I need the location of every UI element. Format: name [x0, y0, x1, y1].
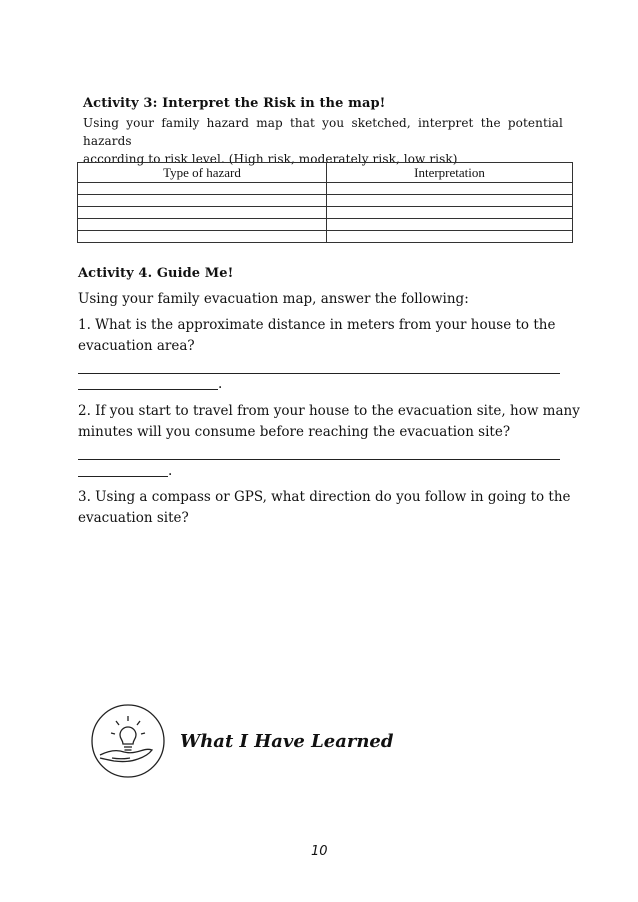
activity4-intro: Using your family evacuation map, answer the following: [78, 291, 469, 307]
section-title: What I Have Learned [180, 731, 394, 752]
table-cell[interactable] [78, 183, 327, 195]
hazard-table-header [78, 163, 573, 183]
table-cell[interactable] [78, 219, 327, 231]
table-row [78, 207, 573, 219]
table-row [78, 183, 573, 195]
activity3-title: Activity 3: Interpret the Risk in the map! [83, 96, 386, 111]
activity3-instructions-line1: Using your family hazard map that you sketched, interpret the potential hazards [83, 116, 563, 148]
answer-2-line-short[interactable] [78, 476, 168, 477]
table-row [78, 219, 573, 231]
hazard-type-header: Type of hazard [78, 163, 327, 183]
answer-2-end: . [168, 463, 173, 479]
answer-2-line[interactable] [78, 459, 560, 460]
page-number: 10 [311, 844, 328, 859]
activity4-title: Activity 4. Guide Me! [78, 266, 234, 281]
table-cell[interactable] [327, 231, 573, 243]
interpretation-header: Interpretation [327, 163, 573, 183]
table-cell[interactable] [327, 207, 573, 219]
question-1-line1: 1. What is the approximate distance in meters from your house to the [78, 317, 556, 333]
question-3-line2: evacuation site? [78, 510, 189, 526]
table-cell[interactable] [78, 207, 327, 219]
table-cell[interactable] [327, 195, 573, 207]
question-3 [78, 487, 571, 529]
answer-1-line-short[interactable] [78, 389, 218, 390]
question-1 [78, 315, 555, 357]
answer-1-end: . [218, 376, 223, 392]
hazard-table [77, 162, 573, 243]
lightbulb-hand-icon [90, 703, 166, 779]
table-cell[interactable] [78, 195, 327, 207]
table-cell[interactable] [327, 219, 573, 231]
question-2 [78, 401, 580, 443]
activity3-instructions [83, 114, 563, 168]
table-cell[interactable] [78, 231, 327, 243]
table-cell[interactable] [327, 183, 573, 195]
table-row [78, 231, 573, 243]
question-2-line2: minutes will you consume before reaching the evacuation site? [78, 424, 511, 440]
question-3-line1: 3. Using a compass or GPS, what direction do you follow in going to the [78, 489, 571, 505]
question-1-line2: evacuation area? [78, 338, 195, 354]
activity3-instructions-line2: according to risk level. (High risk, moderately risk, low risk) [83, 152, 458, 166]
question-2-line1: 2. If you start to travel from your house to the evacuation site, how many [78, 403, 580, 419]
answer-1-line[interactable] [78, 373, 560, 374]
table-row [78, 195, 573, 207]
